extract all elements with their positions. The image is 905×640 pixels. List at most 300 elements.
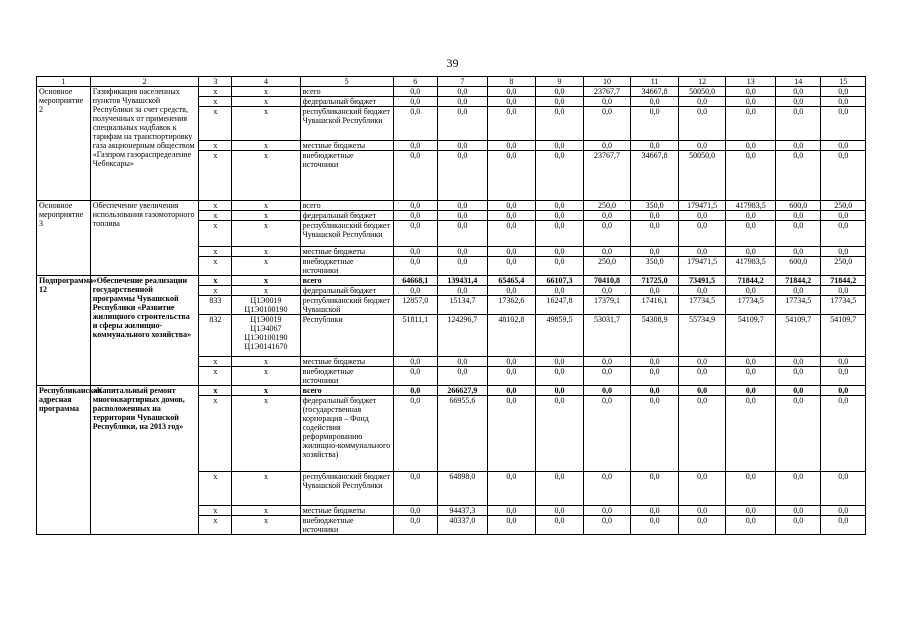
value-cell: 0,0	[438, 257, 488, 276]
value-cell: 0,0	[726, 247, 776, 257]
value-cell: 0,0	[487, 221, 536, 247]
value-cell: 0,0	[393, 367, 437, 386]
funding-source-cell: Республики	[300, 315, 393, 357]
funding-source-cell: внебюджетные источники	[300, 151, 393, 201]
column-header: 12	[678, 77, 726, 87]
value-cell: 0,0	[393, 201, 437, 211]
value-cell: 54308,9	[631, 315, 679, 357]
value-cell: 48102,8	[487, 315, 536, 357]
value-cell: 0,0	[487, 107, 536, 141]
value-cell: 0,0	[678, 211, 726, 221]
column-header: 1	[37, 77, 91, 87]
value-cell: 0,0	[583, 396, 631, 472]
value-cell: 0,0	[487, 367, 536, 386]
funding-source-cell: федеральный бюджет	[300, 286, 393, 296]
value-cell: 0,0	[393, 386, 437, 396]
value-cell: 0,0	[536, 107, 584, 141]
value-cell: 17734,5	[776, 296, 821, 315]
value-cell: 0,0	[821, 211, 866, 221]
value-cell: 0,0	[393, 141, 437, 151]
csr-cell: x	[232, 141, 300, 151]
csr-cell: x	[232, 472, 300, 506]
csr-cell: x	[232, 247, 300, 257]
value-cell: 17379,1	[583, 296, 631, 315]
table-header-row	[37, 77, 866, 87]
value-cell: 0,0	[536, 516, 584, 535]
value-cell: 70410,8	[583, 276, 631, 286]
value-cell: 17734,5	[821, 296, 866, 315]
value-cell: 0,0	[438, 367, 488, 386]
value-cell: 65465,4	[487, 276, 536, 286]
value-cell: 0,0	[583, 386, 631, 396]
value-cell: 350,0	[631, 201, 679, 211]
funding-source-cell: федеральный бюджет	[300, 211, 393, 221]
value-cell: 0,0	[393, 286, 437, 296]
value-cell: 0,0	[726, 506, 776, 516]
value-cell: 250,0	[583, 201, 631, 211]
value-cell: 0,0	[393, 516, 437, 535]
column-header: 15	[821, 77, 866, 87]
value-cell: 0,0	[487, 211, 536, 221]
value-cell: 0,0	[438, 107, 488, 141]
value-cell: 0,0	[487, 141, 536, 151]
value-cell: 64898,0	[438, 472, 488, 506]
value-cell: 50050,0	[678, 87, 726, 97]
value-cell: 54109,7	[726, 315, 776, 357]
value-cell: 0,0	[583, 107, 631, 141]
value-cell: 0,0	[821, 97, 866, 107]
value-cell: 0,0	[536, 151, 584, 201]
item-code-cell: Республиканская адресная программа	[37, 386, 91, 535]
value-cell: 0,0	[487, 151, 536, 201]
value-cell: 0,0	[776, 211, 821, 221]
value-cell: 0,0	[438, 247, 488, 257]
value-cell: 0,0	[487, 201, 536, 211]
value-cell: 0,0	[631, 211, 679, 221]
value-cell: 0,0	[536, 396, 584, 472]
value-cell: 0,0	[678, 357, 726, 367]
value-cell: 0,0	[487, 257, 536, 276]
value-cell: 0,0	[536, 221, 584, 247]
csr-cell: x	[232, 367, 300, 386]
grbs-cell: x	[199, 286, 232, 296]
value-cell: 0,0	[726, 87, 776, 97]
value-cell: 417983,5	[726, 257, 776, 276]
value-cell: 179471,5	[678, 201, 726, 211]
value-cell: 17362,6	[487, 296, 536, 315]
item-title-cell: Обеспечение увеличения использования газомоторного топлива	[90, 201, 199, 276]
value-cell: 0,0	[821, 472, 866, 506]
value-cell: 54109,7	[821, 315, 866, 357]
value-cell: 17416,1	[631, 296, 679, 315]
value-cell: 0,0	[776, 386, 821, 396]
value-cell: 0,0	[678, 141, 726, 151]
value-cell: 0,0	[821, 506, 866, 516]
item-code-cell: Основное мероприятие 2	[37, 87, 91, 201]
column-header: 9	[536, 77, 584, 87]
value-cell: 0,0	[536, 506, 584, 516]
grbs-cell: x	[199, 211, 232, 221]
value-cell: 15134,7	[438, 296, 488, 315]
value-cell: 0,0	[776, 221, 821, 247]
value-cell: 0,0	[631, 221, 679, 247]
value-cell: 0,0	[631, 472, 679, 506]
value-cell: 53031,7	[583, 315, 631, 357]
page-number: 39	[446, 56, 459, 70]
value-cell: 34667,8	[631, 151, 679, 201]
csr-cell: x	[232, 87, 300, 97]
value-cell: 66107,3	[536, 276, 584, 286]
value-cell: 0,0	[726, 386, 776, 396]
column-header: 4	[232, 77, 300, 87]
value-cell: 0,0	[393, 107, 437, 141]
value-cell: 0,0	[678, 386, 726, 396]
funding-source-cell: всего	[300, 201, 393, 211]
value-cell: 250,0	[821, 201, 866, 211]
value-cell: 0,0	[776, 396, 821, 472]
value-cell: 0,0	[536, 286, 584, 296]
value-cell: 0,0	[726, 211, 776, 221]
value-cell: 0,0	[393, 357, 437, 367]
value-cell: 0,0	[438, 97, 488, 107]
value-cell: 0,0	[393, 151, 437, 201]
value-cell: 0,0	[776, 516, 821, 535]
value-cell: 0,0	[393, 221, 437, 247]
value-cell: 350,0	[631, 257, 679, 276]
value-cell: 0,0	[726, 472, 776, 506]
value-cell: 0,0	[631, 396, 679, 472]
funding-source-cell: всего	[300, 276, 393, 286]
value-cell: 73491,5	[678, 276, 726, 286]
value-cell: 0,0	[631, 516, 679, 535]
value-cell: 23767,7	[583, 87, 631, 97]
value-cell: 0,0	[583, 211, 631, 221]
table-row	[37, 201, 866, 211]
value-cell: 17734,5	[678, 296, 726, 315]
value-cell: 0,0	[536, 247, 584, 257]
value-cell: 0,0	[438, 221, 488, 247]
csr-cell: x	[232, 516, 300, 535]
grbs-cell: x	[199, 357, 232, 367]
funding-source-cell: федеральный бюджет (государственная корпорация – Фонд содействия реформированию жилищно-коммунального хозяйства)	[300, 396, 393, 472]
grbs-cell: x	[199, 107, 232, 141]
value-cell: 0,0	[536, 386, 584, 396]
value-cell: 0,0	[678, 472, 726, 506]
value-cell: 0,0	[583, 472, 631, 506]
value-cell: 0,0	[631, 286, 679, 296]
value-cell: 0,0	[536, 367, 584, 386]
csr-cell: x	[232, 506, 300, 516]
value-cell: 40337,0	[438, 516, 488, 535]
value-cell: 0,0	[678, 506, 726, 516]
value-cell: 0,0	[583, 516, 631, 535]
csr-cell: x	[232, 97, 300, 107]
value-cell: 0,0	[726, 516, 776, 535]
value-cell: 0,0	[631, 97, 679, 107]
value-cell: 124296,7	[438, 315, 488, 357]
value-cell: 34667,8	[631, 87, 679, 97]
grbs-cell: x	[199, 396, 232, 472]
item-code-cell: Основное мероприятие 3	[37, 201, 91, 276]
value-cell: 17734,5	[726, 296, 776, 315]
value-cell: 0,0	[536, 257, 584, 276]
value-cell: 0,0	[726, 97, 776, 107]
value-cell: 0,0	[776, 151, 821, 201]
value-cell: 0,0	[678, 367, 726, 386]
item-title-cell: «Капитальный ремонт многоквартирных домов, расположенных на территории Чувашской Республики, на 2013 год»	[90, 386, 199, 535]
value-cell: 0,0	[487, 87, 536, 97]
value-cell: 0,0	[678, 221, 726, 247]
value-cell: 417983,5	[726, 201, 776, 211]
value-cell: 0,0	[726, 141, 776, 151]
grbs-cell: x	[199, 201, 232, 211]
value-cell: 0,0	[487, 357, 536, 367]
value-cell: 0,0	[583, 506, 631, 516]
funding-source-cell: местные бюджеты	[300, 357, 393, 367]
budget-table	[36, 76, 866, 535]
grbs-cell: x	[199, 276, 232, 286]
value-cell: 0,0	[583, 247, 631, 257]
value-cell: 0,0	[438, 151, 488, 201]
value-cell: 12857,0	[393, 296, 437, 315]
value-cell: 0,0	[631, 386, 679, 396]
value-cell: 0,0	[821, 247, 866, 257]
csr-cell: x	[232, 221, 300, 247]
value-cell: 23767,7	[583, 151, 631, 201]
table-body	[37, 77, 866, 535]
value-cell: 94437,3	[438, 506, 488, 516]
value-cell: 0,0	[776, 247, 821, 257]
value-cell: 0,0	[487, 386, 536, 396]
value-cell: 0,0	[583, 367, 631, 386]
value-cell: 0,0	[631, 357, 679, 367]
value-cell: 0,0	[393, 506, 437, 516]
column-header: 7	[438, 77, 488, 87]
value-cell: 0,0	[393, 396, 437, 472]
value-cell: 49859,5	[536, 315, 584, 357]
funding-source-cell: местные бюджеты	[300, 141, 393, 151]
value-cell: 55734,9	[678, 315, 726, 357]
table-row	[37, 87, 866, 97]
value-cell: 0,0	[776, 472, 821, 506]
value-cell: 0,0	[487, 97, 536, 107]
value-cell: 0,0	[726, 221, 776, 247]
value-cell: 71844,2	[726, 276, 776, 286]
csr-cell: x	[232, 257, 300, 276]
funding-source-cell: местные бюджеты	[300, 506, 393, 516]
value-cell: 71725,0	[631, 276, 679, 286]
grbs-cell: 833	[199, 296, 232, 315]
grbs-cell: x	[199, 97, 232, 107]
value-cell: 0,0	[438, 286, 488, 296]
value-cell: 0,0	[726, 107, 776, 141]
grbs-cell: x	[199, 386, 232, 396]
value-cell: 71844,2	[776, 276, 821, 286]
funding-source-cell: внебюджетные источники	[300, 367, 393, 386]
value-cell: 0,0	[678, 396, 726, 472]
value-cell: 600,0	[776, 257, 821, 276]
value-cell: 0,0	[678, 286, 726, 296]
funding-source-cell: местные бюджеты	[300, 247, 393, 257]
value-cell: 0,0	[821, 107, 866, 141]
column-header: 3	[199, 77, 232, 87]
value-cell: 266627,9	[438, 386, 488, 396]
value-cell: 600,0	[776, 201, 821, 211]
funding-source-cell: республиканский бюджет Чувашской Республики	[300, 107, 393, 141]
funding-source-cell: внебюджетные источники	[300, 516, 393, 535]
value-cell: 0,0	[487, 247, 536, 257]
value-cell: 0,0	[583, 286, 631, 296]
csr-cell: x	[232, 396, 300, 472]
value-cell: 250,0	[583, 257, 631, 276]
value-cell: 0,0	[726, 396, 776, 472]
value-cell: 0,0	[776, 87, 821, 97]
grbs-cell: x	[199, 257, 232, 276]
csr-cell: x	[232, 276, 300, 286]
csr-cell: x	[232, 211, 300, 221]
value-cell: 0,0	[776, 107, 821, 141]
funding-source-cell: федеральный бюджет	[300, 97, 393, 107]
column-header: 2	[90, 77, 199, 87]
value-cell: 0,0	[821, 141, 866, 151]
value-cell: 0,0	[583, 357, 631, 367]
item-code-cell: Подпрограмма 12	[37, 276, 91, 386]
value-cell: 0,0	[776, 141, 821, 151]
value-cell: 0,0	[678, 247, 726, 257]
value-cell: 0,0	[821, 516, 866, 535]
value-cell: 0,0	[726, 367, 776, 386]
funding-source-cell: всего	[300, 386, 393, 396]
value-cell: 0,0	[726, 151, 776, 201]
csr-cell: x	[232, 357, 300, 367]
value-cell: 51811,1	[393, 315, 437, 357]
value-cell: 0,0	[678, 97, 726, 107]
value-cell: 0,0	[821, 396, 866, 472]
value-cell: 0,0	[821, 87, 866, 97]
value-cell: 0,0	[393, 257, 437, 276]
value-cell: 0,0	[821, 386, 866, 396]
csr-cell: x	[232, 151, 300, 201]
grbs-cell: x	[199, 141, 232, 151]
grbs-cell: x	[199, 87, 232, 97]
value-cell: 0,0	[678, 516, 726, 535]
value-cell: 0,0	[438, 201, 488, 211]
value-cell: 0,0	[678, 107, 726, 141]
column-header: 11	[631, 77, 679, 87]
csr-cell: Ц1Э0019 Ц1Э4067 Ц1Э0100190 Ц1Э0141670	[232, 315, 300, 357]
csr-cell: Ц1Э0019 Ц1Э0100190	[232, 296, 300, 315]
value-cell: 0,0	[438, 141, 488, 151]
item-title-cell: «Обеспечение реализации государственной программы Чувашской Республики «Развитие жилищного строительства и сферы жилищно-коммунального хозяйства»	[90, 276, 199, 386]
value-cell: 0,0	[631, 367, 679, 386]
grbs-cell: x	[199, 516, 232, 535]
table-row	[37, 386, 866, 396]
grbs-cell: x	[199, 506, 232, 516]
value-cell: 0,0	[583, 221, 631, 247]
value-cell: 0,0	[536, 141, 584, 151]
value-cell: 0,0	[776, 367, 821, 386]
value-cell: 0,0	[438, 357, 488, 367]
value-cell: 0,0	[393, 87, 437, 97]
value-cell: 0,0	[776, 97, 821, 107]
value-cell: 0,0	[821, 357, 866, 367]
funding-source-cell: республиканский бюджет Чувашской	[300, 296, 393, 315]
value-cell: 0,0	[776, 286, 821, 296]
value-cell: 0,0	[438, 87, 488, 97]
csr-cell: x	[232, 107, 300, 141]
value-cell: 0,0	[776, 506, 821, 516]
value-cell: 0,0	[631, 141, 679, 151]
value-cell: 16247,8	[536, 296, 584, 315]
item-title-cell: Газификация населенных пунктов Чувашской Республики за счет средств, полученных от применения специальных надбавок к тарифам на транспортировку газа акционерным обществом «Газпром газораспределение Чебоксары»	[90, 87, 199, 201]
value-cell: 0,0	[393, 472, 437, 506]
table-row	[37, 276, 866, 286]
value-cell: 0,0	[536, 201, 584, 211]
value-cell: 54109,7	[776, 315, 821, 357]
value-cell: 0,0	[536, 97, 584, 107]
csr-cell: x	[232, 201, 300, 211]
value-cell: 66955,6	[438, 396, 488, 472]
column-header: 5	[300, 77, 393, 87]
value-cell: 0,0	[438, 211, 488, 221]
value-cell: 0,0	[821, 151, 866, 201]
value-cell: 0,0	[536, 87, 584, 97]
grbs-cell: x	[199, 472, 232, 506]
value-cell: 0,0	[536, 211, 584, 221]
value-cell: 0,0	[487, 506, 536, 516]
grbs-cell: x	[199, 221, 232, 247]
column-header: 8	[487, 77, 536, 87]
value-cell: 0,0	[536, 472, 584, 506]
value-cell: 0,0	[487, 472, 536, 506]
value-cell: 179471,5	[678, 257, 726, 276]
grbs-cell: x	[199, 367, 232, 386]
funding-source-cell: внебюджетные источники	[300, 257, 393, 276]
value-cell: 0,0	[393, 211, 437, 221]
value-cell: 50050,0	[678, 151, 726, 201]
funding-source-cell: всего	[300, 87, 393, 97]
value-cell: 0,0	[821, 221, 866, 247]
value-cell: 0,0	[631, 247, 679, 257]
value-cell: 0,0	[631, 107, 679, 141]
grbs-cell: 832	[199, 315, 232, 357]
column-header: 13	[726, 77, 776, 87]
column-header: 10	[583, 77, 631, 87]
csr-cell: x	[232, 286, 300, 296]
funding-source-cell: республиканский бюджет Чувашской Республики	[300, 472, 393, 506]
value-cell: 0,0	[393, 247, 437, 257]
value-cell: 0,0	[487, 286, 536, 296]
csr-cell: x	[232, 386, 300, 396]
value-cell: 0,0	[487, 516, 536, 535]
value-cell: 0,0	[726, 286, 776, 296]
value-cell: 0,0	[821, 367, 866, 386]
funding-source-cell: республиканский бюджет Чувашской Республики	[300, 221, 393, 247]
value-cell: 250,0	[821, 257, 866, 276]
value-cell: 0,0	[487, 396, 536, 472]
value-cell: 0,0	[583, 141, 631, 151]
value-cell: 0,0	[726, 357, 776, 367]
value-cell: 64668,1	[393, 276, 437, 286]
value-cell: 0,0	[583, 97, 631, 107]
column-header: 6	[393, 77, 437, 87]
grbs-cell: x	[199, 247, 232, 257]
value-cell: 0,0	[536, 357, 584, 367]
value-cell: 139431,4	[438, 276, 488, 286]
value-cell: 0,0	[821, 286, 866, 296]
value-cell: 0,0	[776, 357, 821, 367]
grbs-cell: x	[199, 151, 232, 201]
